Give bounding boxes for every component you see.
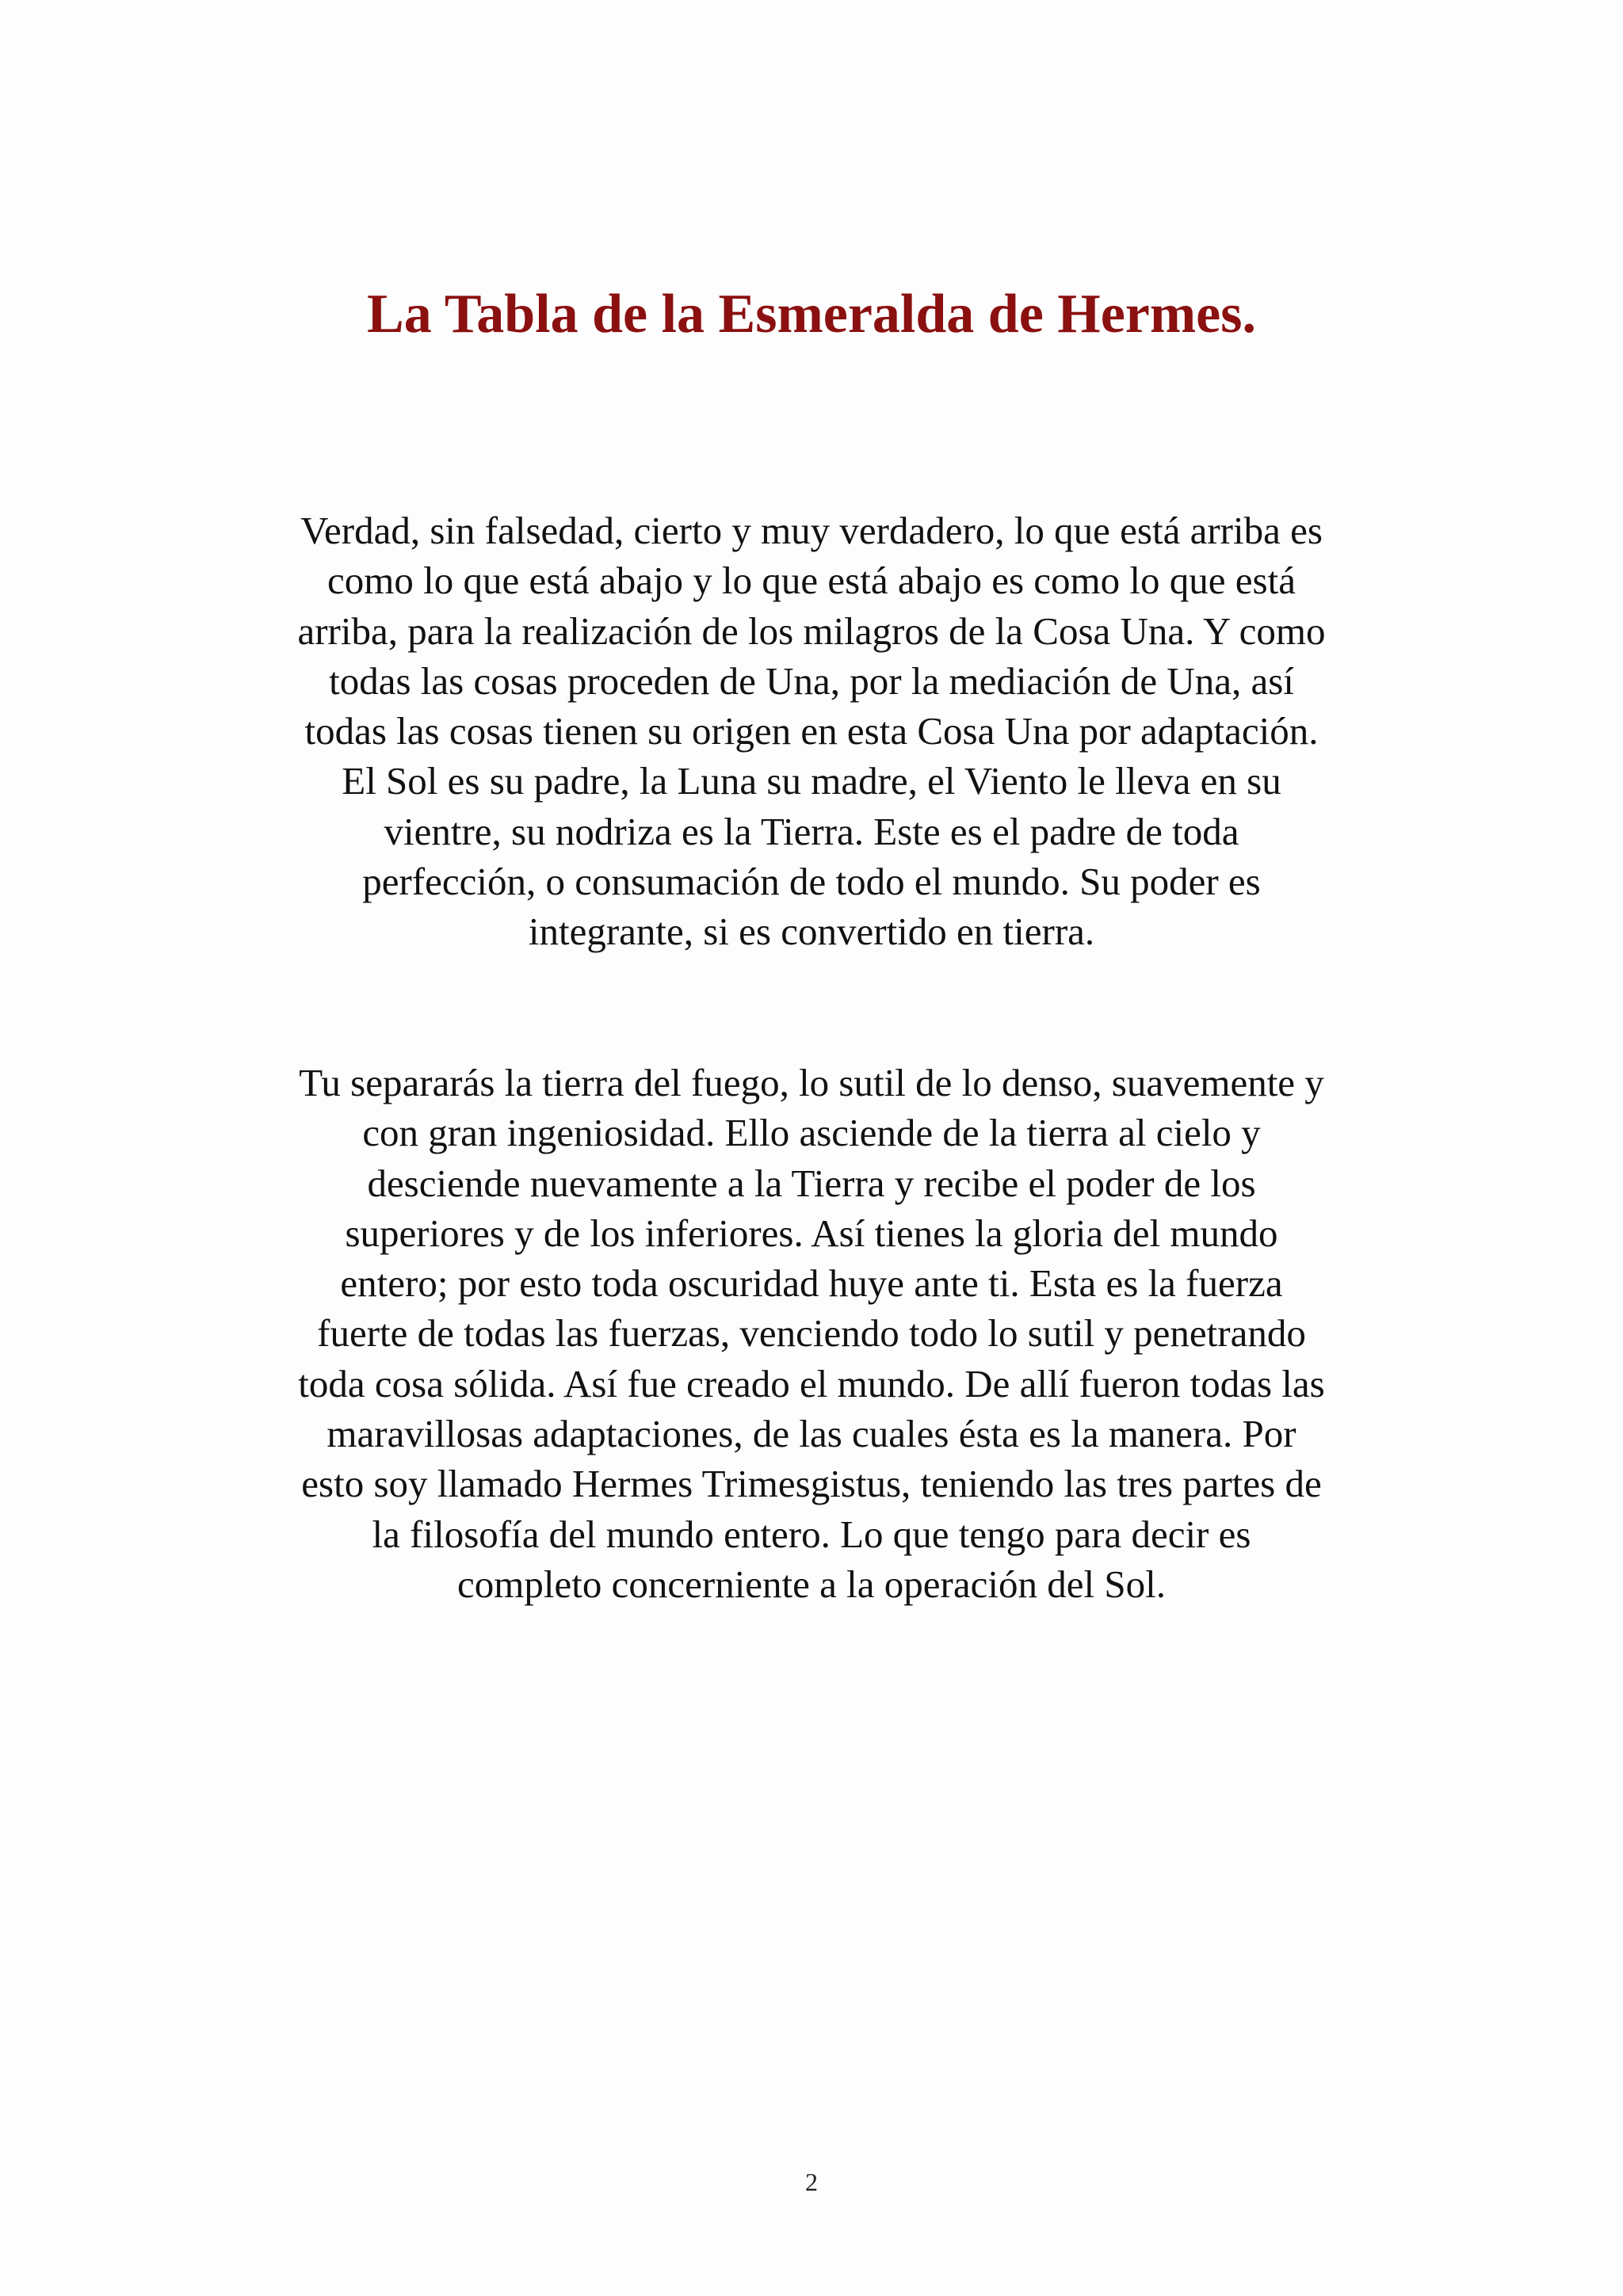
text-line: esto soy llamado Hermes Trimesgistus, teniendo las tres partes de: [301, 1462, 1322, 1506]
text-line: arriba, para la realización de los milagros de la Cosa Una. Y como: [297, 608, 1326, 653]
text-line: superiores y de los inferiores. Así tienes la gloria del mundo: [345, 1211, 1278, 1255]
text-line: con gran ingeniosidad. Ello asciende de la tierra al cielo y: [362, 1111, 1261, 1155]
text-line: todas las cosas tienen su origen en esta Cosa Una por adaptación.: [304, 709, 1319, 753]
text-line: toda cosa sólida. Así fue creado el mundo. De allí fueron todas las: [298, 1361, 1325, 1405]
paragraph-1: [178, 505, 1445, 957]
text-line: vientre, su nodriza es la Tierra. Este es el padre de toda: [384, 809, 1239, 853]
text-line: Tu separarás la tierra del fuego, lo sutil de lo denso, suavemente y: [299, 1061, 1324, 1104]
text-line: desciende nuevamente a la Tierra y recibe el poder de los: [367, 1161, 1256, 1205]
text-line: integrante, si es convertido en tierra.: [528, 910, 1095, 954]
page-title: La Tabla de la Esmeralda de Hermes.: [367, 284, 1256, 345]
text-line: Verdad, sin falsedad, cierto y muy verdadero, lo que está arriba es: [300, 509, 1323, 552]
text-line: entero; por esto toda oscuridad huye ante ti. Esta es la fuerza: [340, 1261, 1283, 1306]
text-line: fuerte de todas las fuerzas, venciendo todo lo sutil y penetrando: [317, 1311, 1306, 1356]
page-number: 2: [805, 2168, 818, 2196]
text-line: la filosofía del mundo entero. Lo que tengo para decir es: [372, 1512, 1251, 1556]
text-line: perfección, o consumación de todo el mundo. Su poder es: [362, 860, 1261, 904]
text-line: completo concerniente a la operación del Sol.: [457, 1562, 1166, 1606]
paragraph-2: [178, 1058, 1445, 1609]
text-line: como lo que está abajo y lo que está abajo es como lo que está: [327, 559, 1296, 603]
text-line: maravillosas adaptaciones, de las cuales ésta es la manera. Por: [327, 1412, 1296, 1456]
text-line: El Sol es su padre, la Luna su madre, el Viento le lleva en su: [342, 759, 1281, 803]
text-line: todas las cosas proceden de Una, por la mediación de Una, así: [329, 658, 1294, 703]
